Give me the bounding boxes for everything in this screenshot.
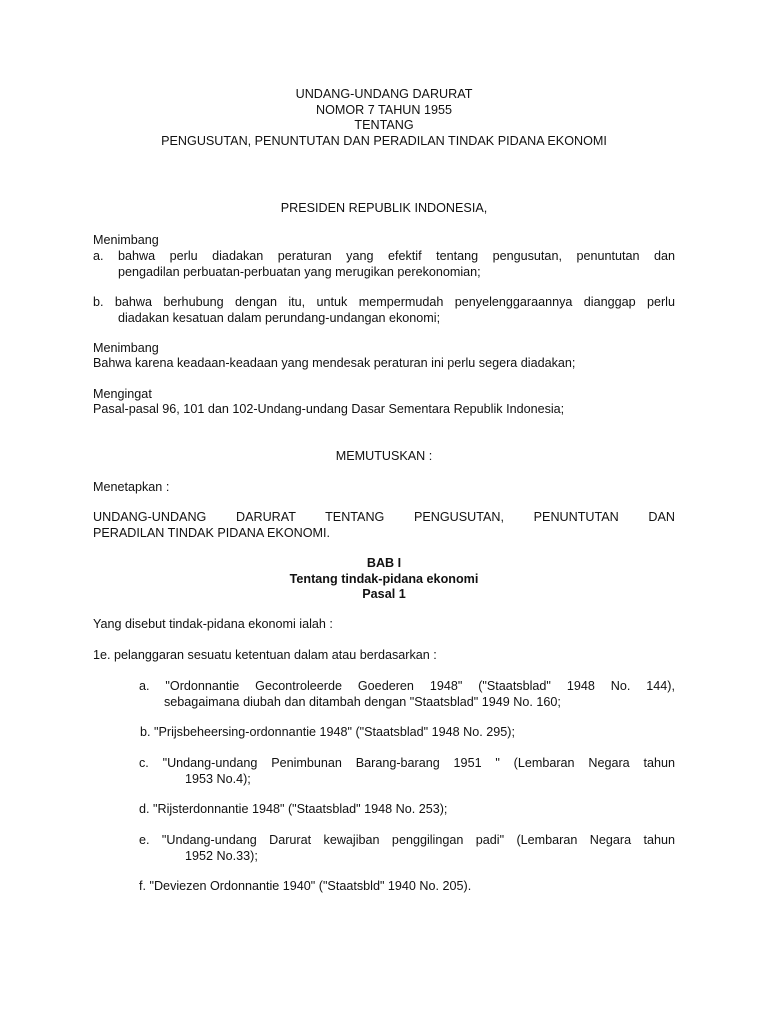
menetapkan-heading: Menetapkan : bbox=[93, 480, 170, 494]
document-title bbox=[93, 87, 675, 149]
list-item-c-line1: c. "Undang-undang Penimbunan Barang-barang 1951 " (Lembaran Negara tahun bbox=[139, 756, 675, 770]
list-item-a-line2: sebagaimana diubah dan ditambah dengan "Staatsblad" 1949 No. 160; bbox=[164, 694, 561, 709]
mengingat-heading: Mengingat bbox=[93, 387, 152, 401]
menimbang-heading-1: Menimbang bbox=[93, 233, 159, 247]
list-item-c bbox=[139, 756, 675, 787]
menetapkan-line1: UNDANG-UNDANG DARURAT TENTANG PENGUSUTAN, PENUNTUTAN DAN bbox=[93, 510, 675, 524]
menetapkan-text bbox=[93, 510, 675, 541]
list-item-a bbox=[139, 679, 675, 710]
chapter-heading bbox=[93, 556, 675, 603]
list-item-f-line1: f. "Deviezen Ordonnantie 1940" ("Staatsbld" 1940 No. 205). bbox=[139, 879, 472, 893]
list-item-e-line2: 1952 No.33); bbox=[185, 848, 258, 863]
title-line-4: PENGUSUTAN, PENUNTUTAN DAN PERADILAN TINDAK PIDANA EKONOMI bbox=[161, 133, 607, 148]
list-item-b-line1: b. "Prijsbeheersing-ordonnantie 1948" ("Staatsblad" 1948 No. 295); bbox=[140, 725, 515, 739]
menimbang-point-b-line1: b. bahwa berhubung dengan itu, untuk mempermudah penyelenggaraannya dianggap perlu bbox=[93, 295, 675, 309]
menetapkan-line2: PERADILAN TINDAK PIDANA EKONOMI. bbox=[93, 525, 331, 540]
pasal-point-1: 1e. pelanggaran sesuatu ketentuan dalam atau berdasarkan : bbox=[93, 648, 437, 662]
president-heading: PRESIDEN REPUBLIK INDONESIA, bbox=[280, 201, 488, 215]
title-line-3: TENTANG bbox=[354, 118, 414, 132]
memutuskan-heading: MEMUTUSKAN : bbox=[335, 449, 433, 463]
chapter-bab: BAB I bbox=[366, 556, 402, 570]
list-item-f bbox=[139, 879, 675, 895]
title-line-2: NOMOR 7 TAHUN 1955 bbox=[315, 102, 452, 117]
list-item-d-line1: d. "Rijsterdonnantie 1948" ("Staatsblad" 1948 No. 253); bbox=[139, 802, 448, 816]
list-item-e-line1: e. "Undang-undang Darurat kewajiban penggilingan padi" (Lembaran Negara tahun bbox=[139, 833, 675, 847]
chapter-pasal: Pasal 1 bbox=[362, 587, 406, 601]
list-item-c-line2: 1953 No.4); bbox=[185, 771, 251, 786]
menimbang-point-a-line1: a. bahwa perlu diadakan peraturan yang efektif tentang pengusutan, penuntutan dan bbox=[93, 249, 675, 263]
menimbang-point-a-line2: pengadilan perbuatan-perbuatan yang merugikan perekonomian; bbox=[118, 264, 481, 279]
list-item-b bbox=[140, 725, 675, 741]
list-item-a-line1: a. "Ordonnantie Gecontroleerde Goederen 1948" ("Staatsblad" 1948 No. 144), bbox=[139, 679, 675, 693]
menimbang-heading-2: Menimbang bbox=[93, 341, 159, 355]
list-item-d bbox=[139, 802, 675, 818]
menimbang-point-b-line2: diadakan kesatuan dalam perundang-undangan ekonomi; bbox=[118, 310, 441, 325]
mengingat-text: Pasal-pasal 96, 101 dan 102-Undang-undang Dasar Sementara Republik Indonesia; bbox=[93, 402, 565, 416]
title-line-1: UNDANG-UNDANG DARURAT bbox=[295, 87, 473, 101]
chapter-title: Tentang tindak-pidana ekonomi bbox=[289, 571, 479, 586]
pasal-intro: Yang disebut tindak-pidana ekonomi ialah : bbox=[93, 617, 333, 631]
document-page bbox=[93, 0, 675, 1024]
list-item-e bbox=[139, 833, 675, 864]
menimbang-point-b bbox=[93, 295, 675, 326]
menimbang-2-text: Bahwa karena keadaan-keadaan yang mendesak peraturan ini perlu segera diadakan; bbox=[93, 356, 576, 370]
menimbang-point-a bbox=[93, 249, 675, 280]
